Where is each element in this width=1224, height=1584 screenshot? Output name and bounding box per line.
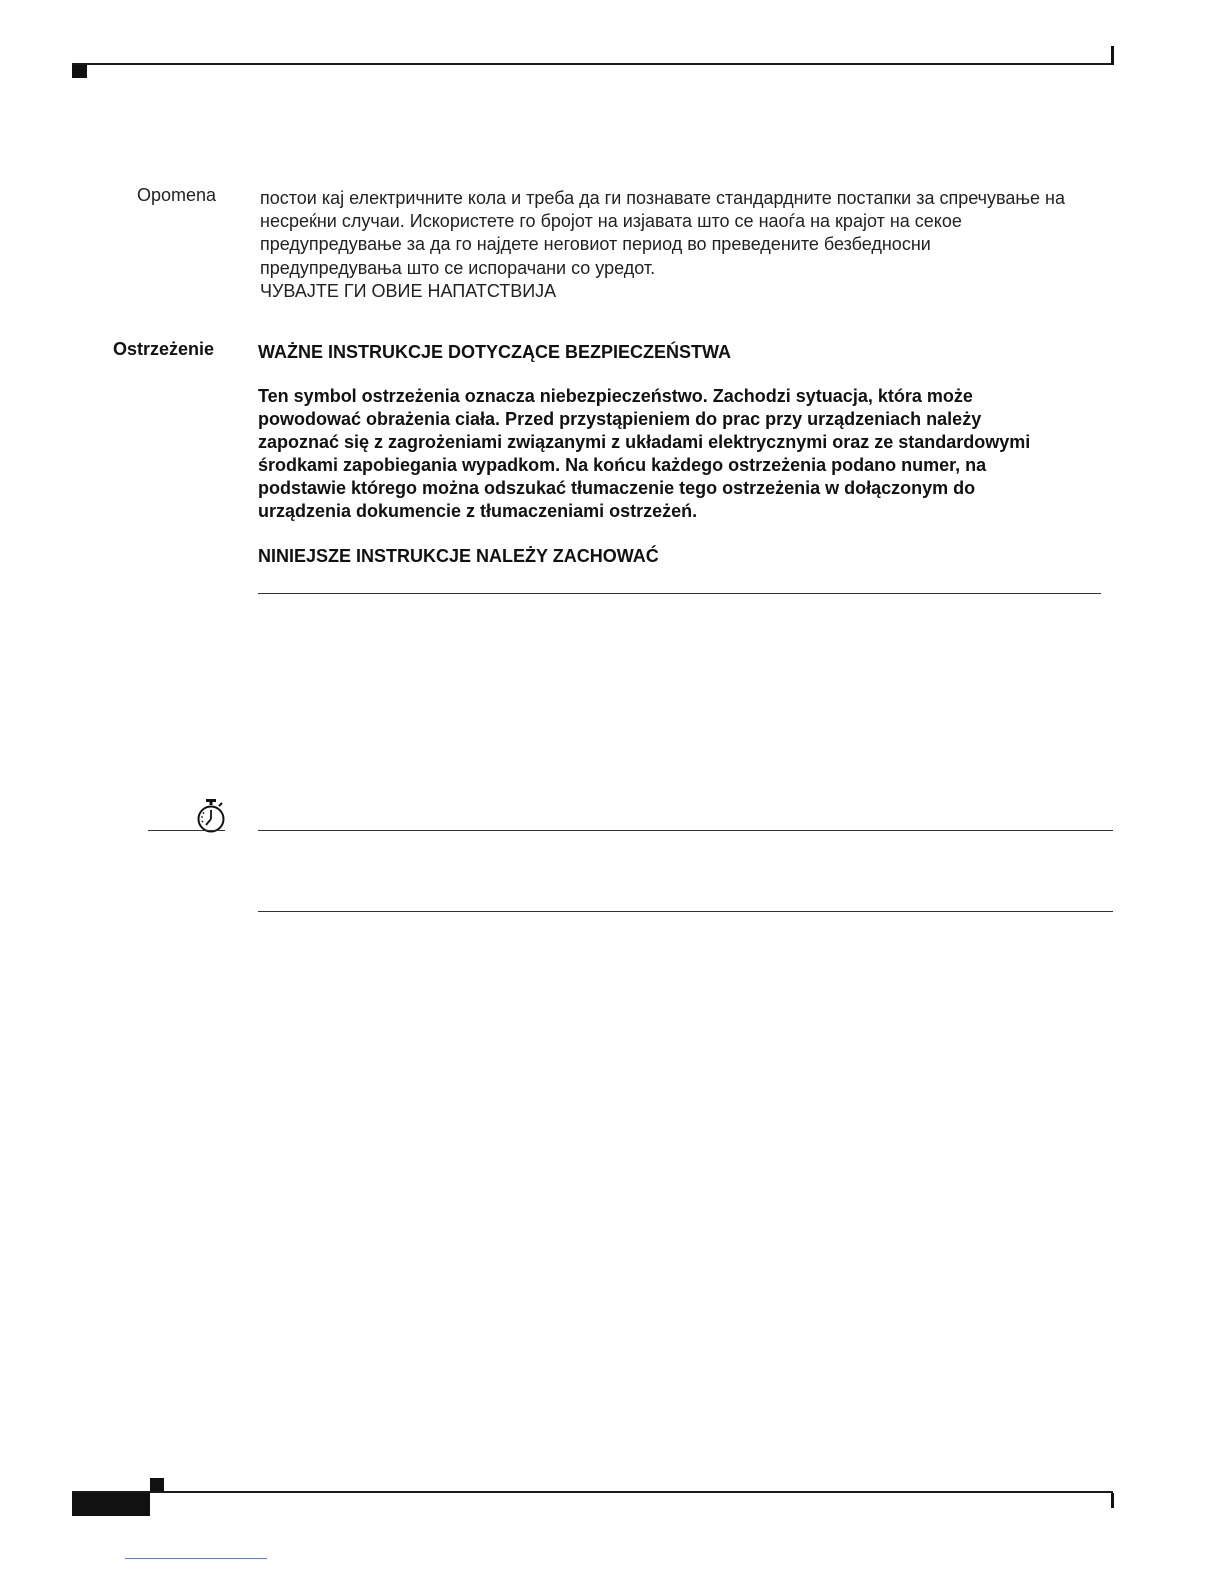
warning-heading-polish: WAŻNE INSTRUKCJE DOTYCZĄCE BEZPIECZEŃSTWA (258, 342, 732, 362)
warning-label-polish: Ostrzeżenie (113, 339, 215, 359)
warning-line: Ten symbol ostrzeżenia oznacza niebezpieczeństwo. Zachodzi sytuacja, która może (258, 386, 973, 406)
header-corner-marker (72, 65, 87, 78)
warning-line: zapoznać się z zagrożeniami związanymi z układami elektrycznymi oraz ze standardowymi (258, 432, 1031, 452)
footer-marker-square (150, 1478, 164, 1491)
warning-line: несреќни случаи. Искористете го бројот на изјавата што се наоѓа на крајот на секое (260, 211, 962, 232)
timesaver-top-rule (258, 830, 1113, 831)
warning-save-instructions-polish: NINIEJSZE INSTRUKCJE NALEŻY ZACHOWAĆ (258, 546, 659, 566)
warning-line: podstawie którego można odszukać tłumaczenie tego ostrzeżenia w dołączonym do (258, 478, 976, 498)
warning-save-instructions: ЧУВАЈТЕ ГИ ОВИЕ НАПАТСТВИЈА (260, 280, 557, 301)
footer-page-number-block (72, 1493, 150, 1516)
stopwatch-icon (195, 798, 227, 834)
warning-end-rule (258, 593, 1101, 594)
warning-label-macedonian: Opomena (137, 185, 217, 205)
warning-text-polish (258, 385, 1118, 523)
timesaver-icon-rule (148, 830, 225, 831)
footer-rule (72, 1491, 1113, 1493)
warning-line: предупредувања што се испорачани со уредот. (260, 257, 656, 278)
warning-line: предупредување за да го најдете неговиот период во преведените безбедносни (260, 234, 931, 255)
warning-text-macedonian (260, 187, 1120, 303)
header-rule (72, 63, 1113, 65)
header-right-tick (1111, 46, 1114, 65)
warning-line: powodować obrażenia ciała. Przed przystąpieniem do prac przy urządzeniach należy (258, 409, 982, 429)
warning-line: urządzenia dokumencie z tłumaczeniami ostrzeżeń. (258, 501, 698, 521)
warning-line: постои кај електричните кола и треба да ги познавате стандардните постапки за спречување на (260, 188, 1065, 208)
warning-line: środkami zapobiegania wypadkom. Na końcu każdego ostrzeżenia podano numer, na (258, 455, 987, 475)
footer-right-tick (1111, 1493, 1114, 1508)
footer-link-underline[interactable] (125, 1558, 267, 1559)
timesaver-bottom-rule (258, 911, 1113, 912)
